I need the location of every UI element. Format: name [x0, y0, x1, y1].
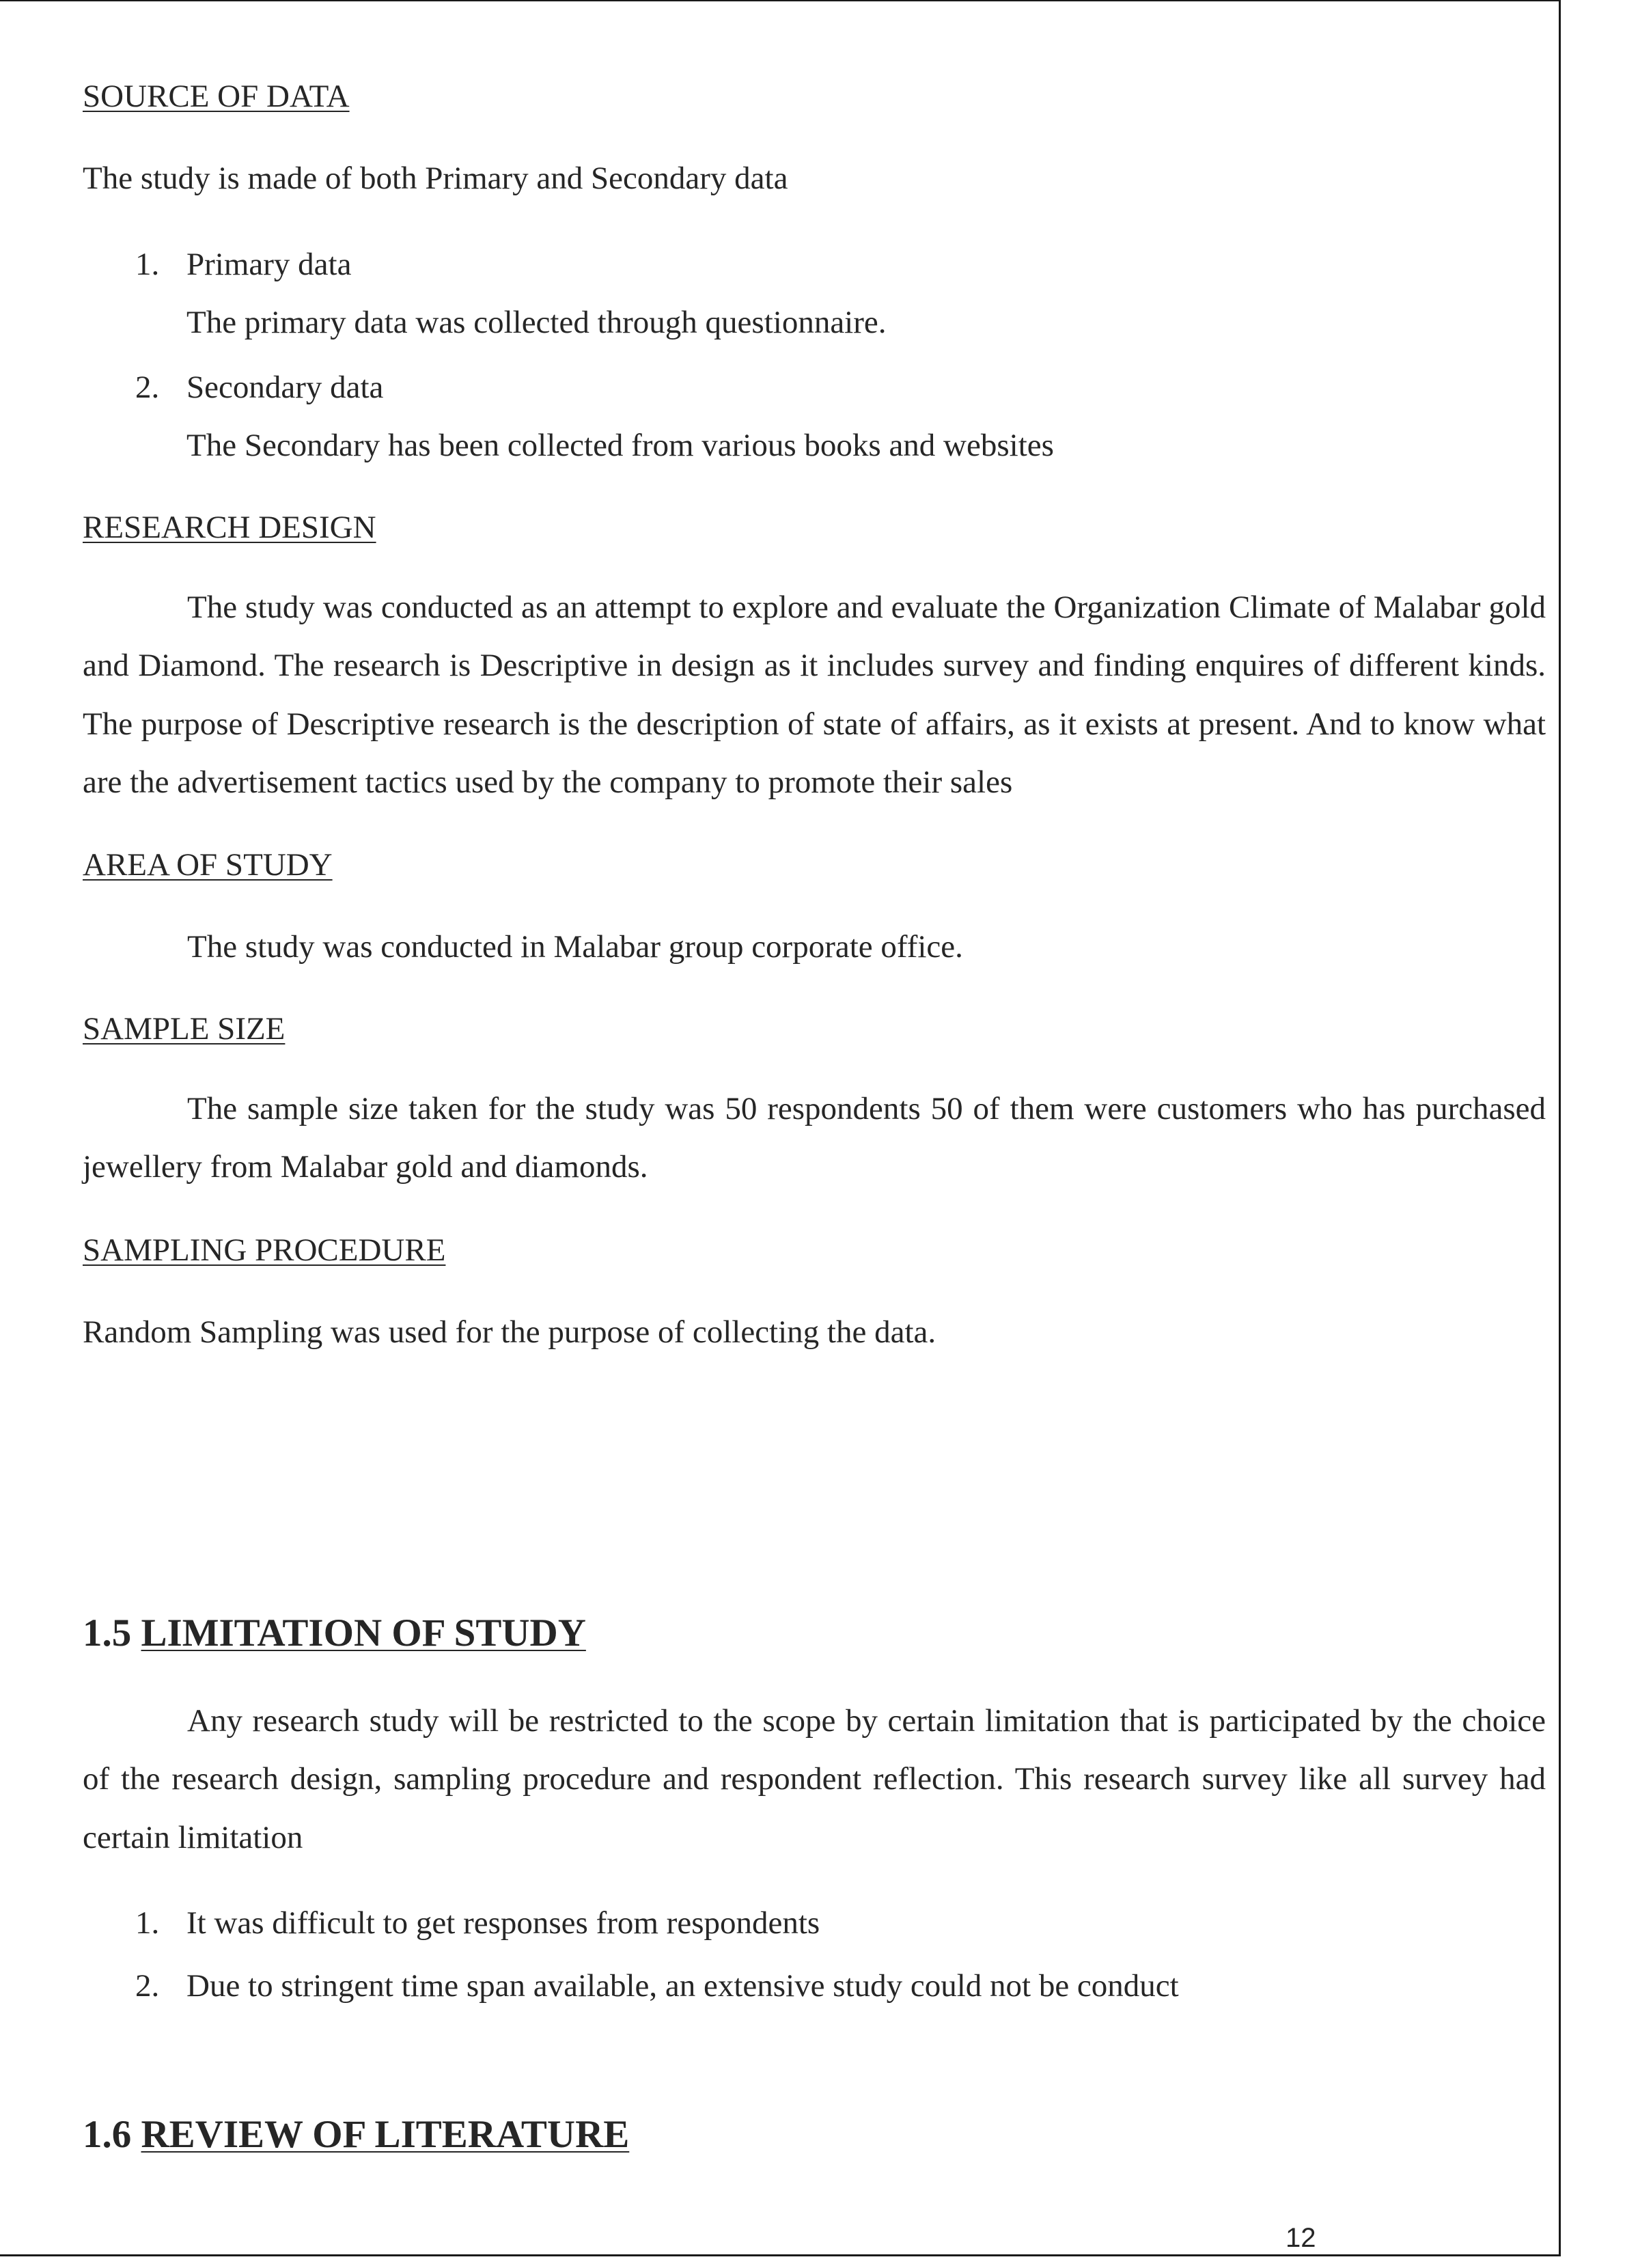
- source-item-2-number: 2.: [135, 370, 160, 405]
- research-design-paragraph: The study was conducted as an attempt to explore and evaluate the Organization Climate of Malabar gold and Diamond. The research is Descriptive in design as it includes survey and finding enquires of different kinds. The purpose of Descriptive research is the description of state of affairs, as it exists at present. And to know what are the advertisement tactics used by the company to promote their sales: [83, 590, 1546, 800]
- page-border-right: [1559, 0, 1561, 2256]
- source-item-2-detail: The Secondary has been collected from various books and websites: [186, 428, 1054, 463]
- limitation-paragraph: Any research study will be restricted to the scope by certain limitation that is participated by the choice of the research design, sampling procedure and respondent reflection. This research survey like all survey had certain limitation: [83, 1703, 1546, 1855]
- limitation-number: 1.5: [83, 1612, 132, 1655]
- page-number: 12: [1286, 2223, 1316, 2253]
- page-border-bottom: [0, 2254, 1561, 2256]
- source-of-data-intro: The study is made of both Primary and Secondary data: [83, 161, 788, 196]
- area-of-study-text: The study was conducted in Malabar group corporate office.: [187, 929, 963, 965]
- source-item-1-number: 1.: [135, 247, 160, 282]
- sample-size-heading: SAMPLE SIZE: [83, 1011, 286, 1047]
- research-design-heading: RESEARCH DESIGN: [83, 510, 376, 545]
- source-of-data-heading: SOURCE OF DATA: [83, 79, 350, 114]
- review-title: REVIEW OF LITERATURE: [141, 2113, 630, 2156]
- sample-size-paragraph: The sample size taken for the study was 50 respondents 50 of them were customers who has purchased jewellery from Malabar gold and diamonds.: [83, 1091, 1546, 1185]
- sampling-procedure-heading: SAMPLING PROCEDURE: [83, 1232, 446, 1268]
- sampling-procedure-text: Random Sampling was used for the purpose of collecting the data.: [83, 1314, 936, 1350]
- source-item-1-title: Primary data: [186, 247, 352, 282]
- area-of-study-heading: AREA OF STUDY: [83, 847, 333, 883]
- limitation-heading: [83, 1612, 586, 1655]
- source-item-2-title: Secondary data: [186, 370, 384, 405]
- limitation-title: LIMITATION OF STUDY: [141, 1612, 586, 1655]
- source-item-1-detail: The primary data was collected through questionnaire.: [186, 305, 887, 340]
- limitation-item-2-number: 2.: [135, 1968, 160, 2004]
- page-border-top: [0, 0, 1561, 1]
- limitation-item-1-text: It was difficult to get responses from respondents: [186, 1905, 820, 1941]
- review-heading: [83, 2115, 629, 2154]
- review-number: 1.6: [83, 2113, 132, 2156]
- limitation-item-2-text: Due to stringent time span available, an extensive study could not be conduct: [186, 1968, 1179, 2004]
- limitation-item-1-number: 1.: [135, 1905, 160, 1941]
